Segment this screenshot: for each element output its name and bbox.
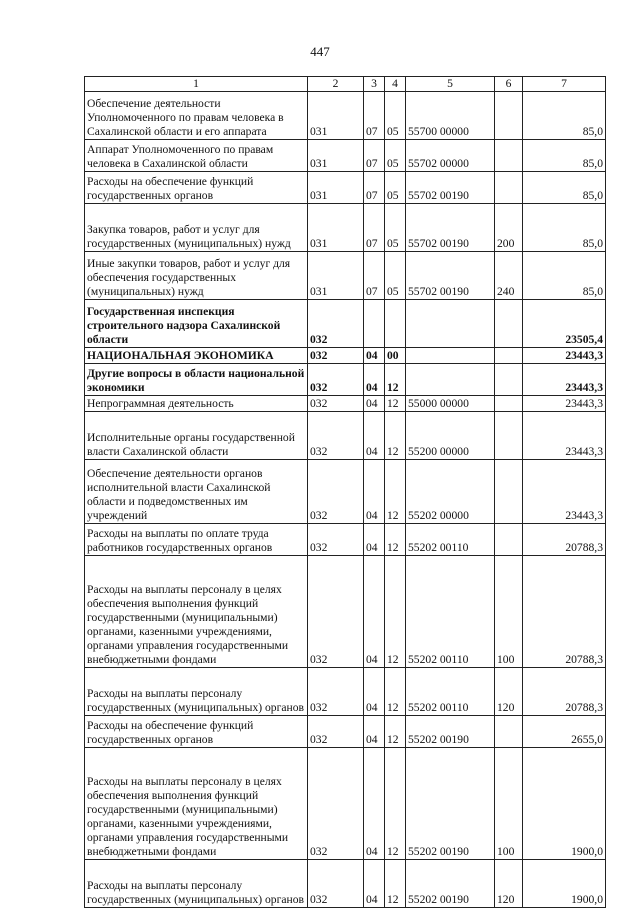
row-name: Закупка товаров, работ и услуг для государственных (муниципальных) нужд	[85, 204, 308, 252]
table-row	[85, 396, 606, 412]
row-target-article: 55200 00000	[406, 412, 495, 460]
row-code: 032	[308, 668, 364, 716]
row-subsection: 12	[385, 860, 406, 908]
table-row	[85, 140, 606, 172]
row-name: Расходы на обеспечение функций государственных органов	[85, 172, 308, 204]
row-subsection: 05	[385, 172, 406, 204]
row-subsection: 12	[385, 748, 406, 860]
row-section: 04	[364, 668, 385, 716]
table-row	[85, 364, 606, 396]
row-subsection: 12	[385, 412, 406, 460]
row-target-article: 55202 00190	[406, 748, 495, 860]
row-subsection: 05	[385, 252, 406, 300]
table-row	[85, 172, 606, 204]
row-amount: 20788,3	[523, 668, 606, 716]
row-expense-type	[495, 524, 523, 556]
row-amount: 23443,3	[523, 348, 606, 364]
row-amount: 23443,3	[523, 460, 606, 524]
row-subsection: 12	[385, 364, 406, 396]
row-section: 07	[364, 204, 385, 252]
header-row	[85, 77, 606, 92]
row-code: 031	[308, 172, 364, 204]
row-code: 031	[308, 140, 364, 172]
row-section: 07	[364, 252, 385, 300]
row-code: 032	[308, 716, 364, 748]
page-number: 447	[310, 44, 330, 59]
row-section: 04	[364, 716, 385, 748]
col-header: 1	[85, 77, 308, 92]
table-row	[85, 412, 606, 460]
row-name: Расходы на выплаты персоналу государственных (муниципальных) органов	[85, 860, 308, 908]
row-target-article	[406, 300, 495, 348]
row-name: Расходы на выплаты персоналу в целях обеспечения выполнения функций государственными (муниципальными) органами, казенными учреждениями, органами управления государственными внебюджетными фондами	[85, 748, 308, 860]
row-section: 04	[364, 348, 385, 364]
row-amount: 23443,3	[523, 396, 606, 412]
row-amount: 85,0	[523, 92, 606, 140]
row-expense-type: 240	[495, 252, 523, 300]
row-target-article: 55202 00000	[406, 460, 495, 524]
row-name: Аппарат Уполномоченного по правам человека в Сахалинской области	[85, 140, 308, 172]
row-expense-type: 120	[495, 668, 523, 716]
row-expense-type	[495, 172, 523, 204]
row-expense-type	[495, 716, 523, 748]
col-header: 5	[406, 77, 495, 92]
row-amount: 1900,0	[523, 748, 606, 860]
row-section: 04	[364, 860, 385, 908]
row-code: 032	[308, 348, 364, 364]
col-header: 6	[495, 77, 523, 92]
row-target-article: 55702 00190	[406, 204, 495, 252]
row-expense-type	[495, 140, 523, 172]
row-name: Непрограммная деятельность	[85, 396, 308, 412]
row-code: 032	[308, 396, 364, 412]
row-expense-type	[495, 92, 523, 140]
row-section: 04	[364, 412, 385, 460]
row-section: 04	[364, 524, 385, 556]
row-amount: 23443,3	[523, 364, 606, 396]
budget-table	[84, 76, 606, 908]
row-subsection: 00	[385, 348, 406, 364]
table-row	[85, 92, 606, 140]
row-expense-type	[495, 348, 523, 364]
row-section	[364, 300, 385, 348]
table-row	[85, 460, 606, 524]
row-amount: 1900,0	[523, 860, 606, 908]
table-row	[85, 524, 606, 556]
table-row	[85, 252, 606, 300]
table-row	[85, 860, 606, 908]
table-row	[85, 348, 606, 364]
row-target-article: 55700 00000	[406, 92, 495, 140]
row-subsection: 12	[385, 556, 406, 668]
row-name: Иные закупки товаров, работ и услуг для обеспечения государственных (муниципальных) нужд	[85, 252, 308, 300]
row-subsection: 05	[385, 92, 406, 140]
row-section: 04	[364, 556, 385, 668]
row-target-article: 55202 00110	[406, 524, 495, 556]
row-target-article: 55202 00190	[406, 716, 495, 748]
row-expense-type: 120	[495, 860, 523, 908]
row-expense-type: 200	[495, 204, 523, 252]
row-expense-type	[495, 412, 523, 460]
row-subsection: 12	[385, 396, 406, 412]
table-row	[85, 668, 606, 716]
row-name: Обеспечение деятельности Уполномоченного по правам человека в Сахалинской области и его аппарата	[85, 92, 308, 140]
row-target-article: 55202 00190	[406, 860, 495, 908]
row-subsection	[385, 300, 406, 348]
row-code: 032	[308, 460, 364, 524]
row-section: 07	[364, 140, 385, 172]
row-section: 04	[364, 396, 385, 412]
table-row	[85, 748, 606, 860]
row-name: Исполнительные органы государственной власти Сахалинской области	[85, 412, 308, 460]
row-name: Расходы на обеспечение функций государственных органов	[85, 716, 308, 748]
row-subsection: 12	[385, 668, 406, 716]
table-row	[85, 300, 606, 348]
row-code: 032	[308, 860, 364, 908]
row-amount: 2655,0	[523, 716, 606, 748]
row-subsection: 12	[385, 524, 406, 556]
row-amount: 85,0	[523, 252, 606, 300]
row-section: 04	[364, 748, 385, 860]
row-code: 031	[308, 252, 364, 300]
row-expense-type	[495, 364, 523, 396]
row-target-article: 55702 00190	[406, 172, 495, 204]
row-code: 032	[308, 412, 364, 460]
row-code: 031	[308, 92, 364, 140]
row-target-article: 55202 00110	[406, 556, 495, 668]
row-name: Расходы на выплаты персоналу государственных (муниципальных) органов	[85, 668, 308, 716]
table-row	[85, 556, 606, 668]
row-amount: 85,0	[523, 204, 606, 252]
row-name: Государственная инспекция строительного надзора Сахалинской области	[85, 300, 308, 348]
row-amount: 85,0	[523, 140, 606, 172]
row-target-article: 55702 00000	[406, 140, 495, 172]
row-expense-type: 100	[495, 748, 523, 860]
col-header: 2	[308, 77, 364, 92]
row-code: 032	[308, 748, 364, 860]
row-amount: 23443,3	[523, 412, 606, 460]
row-name: Расходы на выплаты по оплате труда работников государственных органов	[85, 524, 308, 556]
col-header: 4	[385, 77, 406, 92]
row-target-article: 55000 00000	[406, 396, 495, 412]
row-amount: 20788,3	[523, 556, 606, 668]
row-amount: 20788,3	[523, 524, 606, 556]
row-expense-type: 100	[495, 556, 523, 668]
row-section: 07	[364, 92, 385, 140]
row-name: НАЦИОНАЛЬНАЯ ЭКОНОМИКА	[85, 348, 308, 364]
row-section: 04	[364, 460, 385, 524]
row-code: 032	[308, 556, 364, 668]
row-code: 031	[308, 204, 364, 252]
table-row	[85, 204, 606, 252]
row-code: 032	[308, 364, 364, 396]
row-name: Расходы на выплаты персоналу в целях обеспечения выполнения функций государственными (муниципальными) органами, казенными учреждениями, органами управления государственными внебюджетными фондами	[85, 556, 308, 668]
row-subsection: 12	[385, 460, 406, 524]
row-subsection: 12	[385, 716, 406, 748]
row-subsection: 05	[385, 140, 406, 172]
row-name: Обеспечение деятельности органов исполнительной власти Сахалинской области и подведомственных им учреждений	[85, 460, 308, 524]
row-expense-type	[495, 396, 523, 412]
row-code: 032	[308, 524, 364, 556]
row-target-article: 55202 00110	[406, 668, 495, 716]
row-expense-type	[495, 300, 523, 348]
row-name: Другие вопросы в области национальной экономики	[85, 364, 308, 396]
col-header: 7	[523, 77, 606, 92]
row-target-article	[406, 364, 495, 396]
col-header: 3	[364, 77, 385, 92]
row-expense-type	[495, 460, 523, 524]
row-section: 07	[364, 172, 385, 204]
row-code: 032	[308, 300, 364, 348]
row-target-article	[406, 348, 495, 364]
row-subsection: 05	[385, 204, 406, 252]
row-amount: 23505,4	[523, 300, 606, 348]
row-target-article: 55702 00190	[406, 252, 495, 300]
table-row	[85, 716, 606, 748]
row-amount: 85,0	[523, 172, 606, 204]
row-section: 04	[364, 364, 385, 396]
